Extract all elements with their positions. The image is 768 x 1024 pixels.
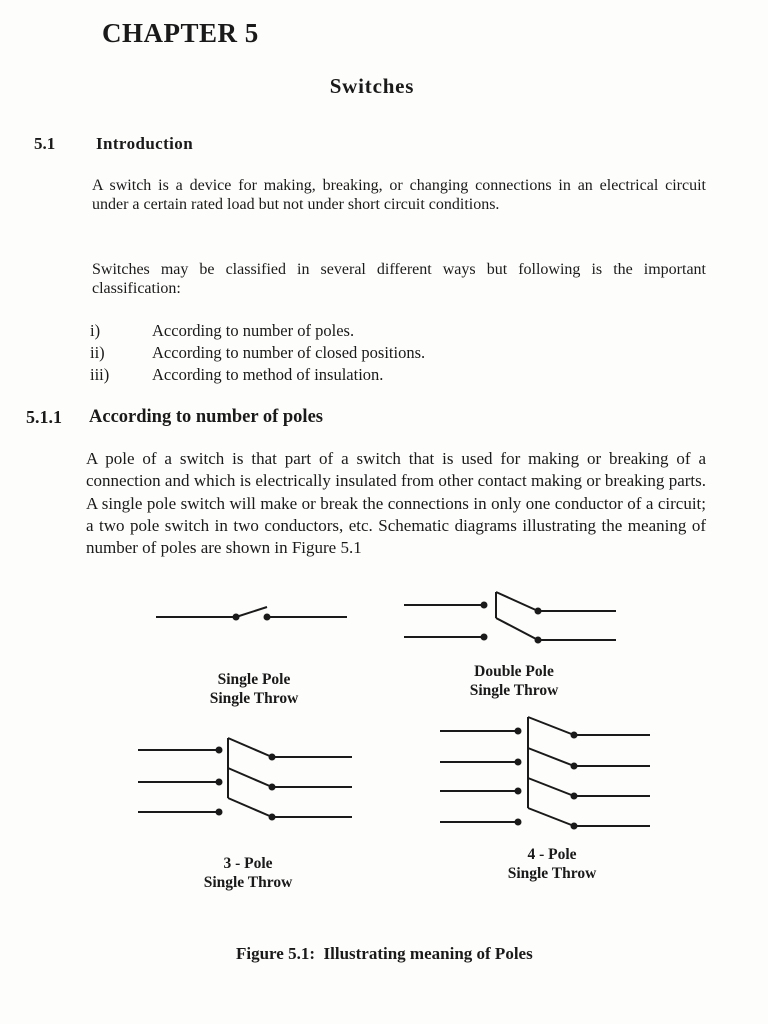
4-pole-caption	[486, 845, 618, 883]
classification-paragraph: Switches may be classified in several different ways but following is the important classification:	[92, 261, 706, 297]
spst-caption	[188, 670, 320, 708]
list-item-text: According to method of insulation.	[152, 365, 384, 384]
subsection-heading: According to number of poles	[89, 407, 323, 427]
page-title: Switches	[329, 74, 415, 98]
3-pole-caption-line1: 3 - Pole	[223, 855, 273, 872]
4-pole-caption-line2: Single Throw	[507, 865, 597, 882]
list-item-number: iii)	[90, 365, 110, 384]
poles-paragraph: A pole of a switch is that part of a switch that is used for making or breaking of a connection and which is electrically insulated from other contact making or breaking parts. A single pole switch will make or break the connections in only one conductor of a circuit; a two pole switch in two conductors, etc. Schematic diagrams illustrating the meaning of number of poles are shown in Figure 5.1	[86, 449, 706, 558]
list-item-text: According to number of poles.	[152, 321, 355, 340]
spst-caption-line1: Single Pole	[217, 671, 291, 688]
3-pole-caption	[182, 854, 314, 892]
dpst-caption	[448, 662, 580, 700]
dpst-caption-line1: Double Pole	[474, 663, 554, 680]
4-pole-switch-diagram	[440, 717, 650, 830]
spst-switch-diagram	[156, 607, 347, 621]
4-pole-caption-line1: 4 - Pole	[527, 846, 577, 863]
list-item-number: i)	[90, 321, 101, 340]
spst-caption-line2: Single Throw	[209, 690, 299, 707]
3-pole-switch-diagram	[138, 738, 352, 821]
intro-paragraph: A switch is a device for making, breaking, or changing connections in an electrical circuit under a certain rated load but not under short circuit conditions.	[92, 177, 706, 213]
dpst-caption-line2: Single Throw	[469, 682, 559, 699]
3-pole-caption-line2: Single Throw	[203, 874, 293, 891]
dpst-switch-diagram	[404, 592, 616, 644]
figure-caption: Figure 5.1: Illustrating meaning of Poles	[236, 944, 533, 963]
chapter-heading: CHAPTER 5	[102, 18, 259, 48]
list-item-number: ii)	[90, 343, 105, 362]
section-heading: Introduction	[96, 134, 194, 153]
list-item-text: According to number of closed positions.	[152, 343, 426, 362]
section-number: 5.1	[34, 134, 56, 153]
subsection-number: 5.1.1	[26, 407, 62, 427]
